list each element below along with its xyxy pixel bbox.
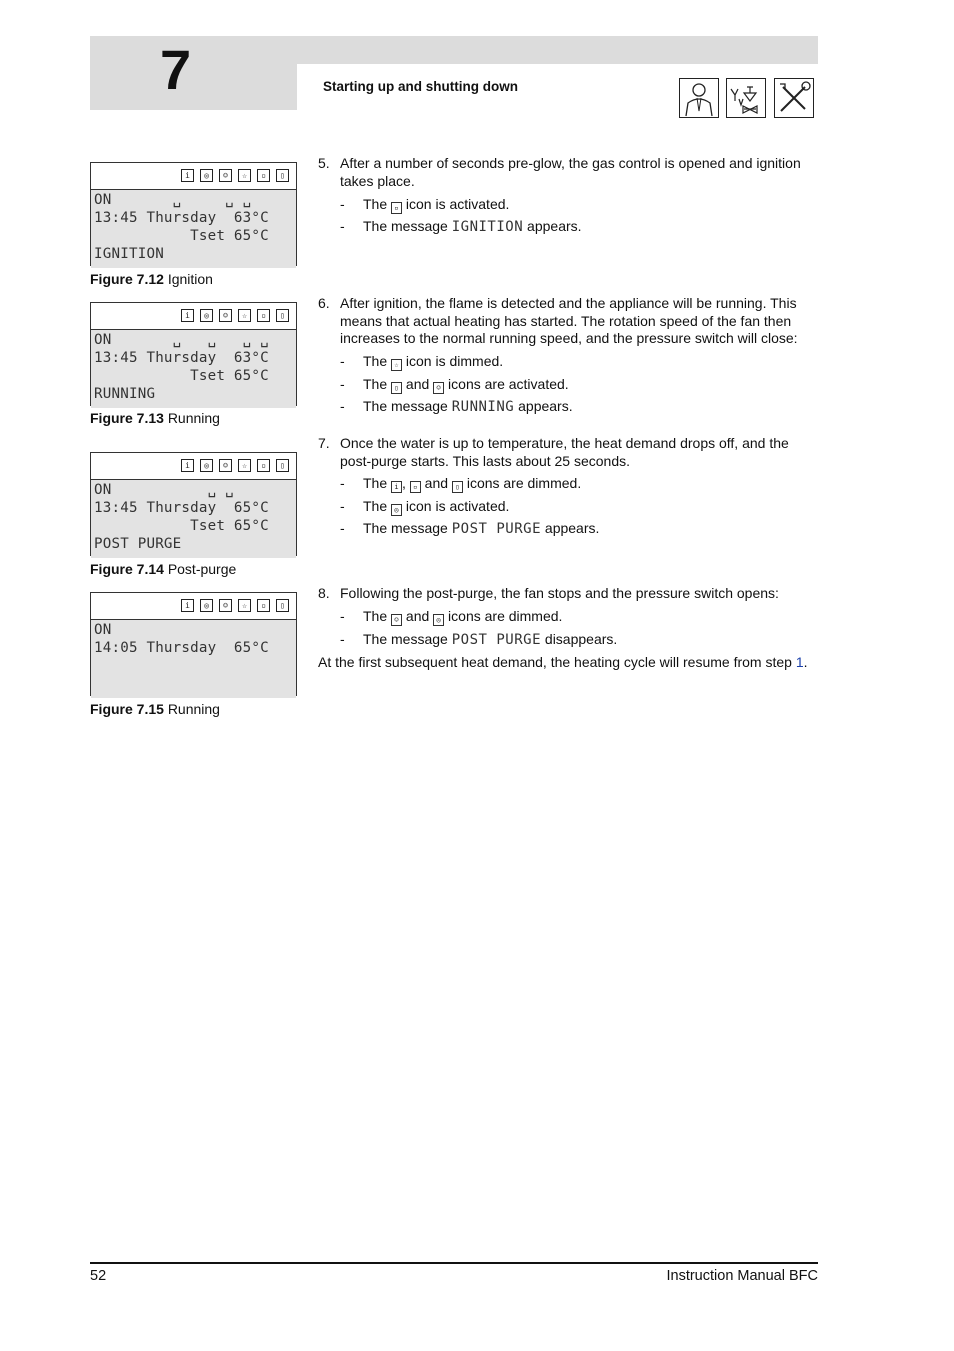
bullet-post: icons are dimmed.: [462, 475, 582, 491]
lcd-status-icon: ▫: [257, 309, 270, 322]
step-bullet: [340, 498, 509, 516]
lcd-icon-bar: [91, 163, 296, 190]
inline-status-icon: i: [391, 481, 402, 493]
inline-status-icon: ▫: [391, 202, 402, 214]
lcd-status-icon: ▯: [276, 459, 289, 472]
bullet-pre: The: [363, 353, 392, 369]
manual-title: Instruction Manual BFC: [666, 1268, 818, 1284]
bullet-pre: The message: [363, 631, 452, 647]
bullet-join: and: [420, 475, 452, 491]
bullet-pre: The: [363, 196, 392, 212]
figure-caption: [90, 701, 220, 717]
step-bullet: [340, 218, 582, 236]
lcd-status-icon: ☺: [219, 169, 232, 182]
lcd-line: 13:45 Thursday 63°C: [94, 210, 269, 226]
lcd-display: [90, 162, 297, 266]
chapter-tab: [90, 36, 297, 110]
bullet-pre: The: [363, 475, 392, 491]
lcd-display: [90, 592, 297, 696]
figure-label: Figure 7.13: [90, 410, 164, 426]
lcd-status-icon: ☺: [219, 459, 232, 472]
figure-title: Running: [167, 701, 220, 717]
bullet-dash: -: [340, 631, 345, 647]
lcd-line: ON: [94, 622, 112, 638]
bullet-text: [363, 498, 509, 514]
bullet-pre: The: [363, 498, 392, 514]
lcd-screen-text: [91, 330, 296, 408]
lcd-status-icon: ◎: [200, 459, 213, 472]
inline-status-icon: ◎: [433, 614, 444, 626]
bullet-post: appears.: [523, 218, 582, 234]
step-number: 6.: [318, 295, 330, 311]
lcd-status-icon: i: [181, 459, 194, 472]
bullet-post: icon is dimmed.: [402, 353, 504, 369]
chapter-number: 7: [160, 38, 192, 101]
bullet-post: appears.: [514, 398, 573, 414]
inline-status-icon: ☆: [391, 359, 402, 371]
lcd-status-icon: ☆: [238, 169, 251, 182]
inline-status-icon: ▫: [410, 481, 421, 493]
bullet-pre: The message: [363, 398, 452, 414]
procedure-step: [318, 295, 818, 348]
lcd-status-icon: ▫: [257, 459, 270, 472]
bullet-dash: -: [340, 376, 345, 392]
inline-status-icon: ◎: [391, 504, 402, 516]
step-text: Following the post-purge, the fan stops and the pressure switch opens:: [340, 585, 779, 601]
step-bullet: [340, 608, 562, 626]
bullet-post: icons are activated.: [444, 376, 569, 392]
inline-status-icon: ☺: [391, 614, 402, 626]
user-icon: [679, 78, 719, 118]
procedure-step: [318, 155, 818, 190]
lcd-line: ON ␣ ␣ ␣ ␣: [94, 332, 269, 348]
step-bullet: [340, 353, 503, 371]
lcd-line: IGNITION: [94, 246, 164, 262]
inline-status-icon: ▯: [452, 481, 463, 493]
bullet-dash: -: [340, 608, 345, 624]
lcd-line: 14:05 Thursday 65°C: [94, 640, 269, 656]
step-number: 8.: [318, 585, 330, 601]
step-bullet: [340, 398, 573, 416]
display-message: IGNITION: [451, 219, 524, 235]
bullet-dash: -: [340, 218, 345, 234]
bullet-dash: -: [340, 475, 345, 491]
lcd-line: [94, 657, 293, 675]
bullet-text: [363, 376, 569, 392]
closing-paragraph: At the first subsequent heat demand, the heating cycle will resume from step 1.: [318, 654, 808, 670]
bullet-post: appears.: [541, 520, 600, 536]
step-1-link[interactable]: 1: [795, 654, 804, 670]
figure-title: Running: [167, 410, 220, 426]
bullet-post: icon is activated.: [402, 196, 510, 212]
lcd-line: ON ␣ ␣ ␣: [94, 192, 252, 208]
lcd-line: 13:45 Thursday 63°C: [94, 350, 269, 366]
bullet-text: [363, 196, 509, 212]
bullet-text: [363, 608, 562, 624]
bullet-join: and: [402, 376, 434, 392]
bullet-post: icons are dimmed.: [444, 608, 563, 624]
bullet-dash: -: [340, 353, 345, 369]
lcd-display: [90, 452, 297, 556]
inline-status-icon: ☺: [433, 382, 444, 394]
bullet-text: [363, 520, 599, 536]
bullet-dash: -: [340, 498, 345, 514]
step-number: 7.: [318, 435, 330, 451]
step-bullet: [340, 475, 581, 493]
footer-rule: [90, 1262, 818, 1264]
lcd-line: RUNNING: [94, 386, 156, 402]
display-message: POST PURGE: [451, 632, 542, 648]
display-message: POST PURGE: [451, 521, 542, 537]
figure-title: Post-purge: [167, 561, 237, 577]
step-bullet: [340, 196, 509, 214]
bullet-dash: -: [340, 398, 345, 414]
step-bullet: [340, 376, 569, 394]
step-text: After ignition, the flame is detected and the appliance will be running. This means that actual heating has started. The rotation speed of the fan then increases to the normal running speed, and the pressure switch will close:: [340, 295, 798, 346]
step-text: After a number of seconds pre-glow, the gas control is opened and ignition takes place.: [340, 155, 801, 189]
figure-caption: [90, 561, 236, 577]
step-bullet: [340, 631, 617, 649]
page-number: 52: [90, 1268, 107, 1284]
lcd-status-icon: ▯: [276, 309, 289, 322]
lcd-line: 13:45 Thursday 65°C: [94, 500, 269, 516]
bullet-text: [363, 631, 617, 647]
lcd-screen-text: [91, 190, 296, 268]
figure-label: Figure 7.12: [90, 271, 164, 287]
lcd-display: [90, 302, 297, 406]
lcd-status-icon: i: [181, 309, 194, 322]
lcd-screen-text: [91, 480, 296, 558]
step-bullet: [340, 520, 599, 538]
figure-label: Figure 7.14: [90, 561, 164, 577]
bullet-text: [363, 353, 503, 369]
lcd-line: Tset 65°C: [94, 228, 269, 244]
lcd-line: ON ␣ ␣: [94, 482, 234, 498]
bullet-post: disappears.: [541, 631, 618, 647]
bullet-dash: -: [340, 196, 345, 212]
lcd-status-icon: ☆: [238, 459, 251, 472]
lcd-screen-text: [91, 620, 296, 698]
bullet-post: icon is activated.: [402, 498, 510, 514]
chapter-title: Starting up and shutting down: [323, 79, 518, 94]
bullet-dash: -: [340, 520, 345, 536]
installer-valve-icon: [726, 78, 766, 118]
lcd-status-icon: ◎: [200, 599, 213, 612]
bullet-text: [363, 398, 573, 414]
lcd-status-icon: ☺: [219, 599, 232, 612]
lcd-status-icon: ☆: [238, 309, 251, 322]
bullet-pre: The: [363, 608, 392, 624]
lcd-icon-bar: [91, 593, 296, 620]
step-text: Once the water is up to temperature, the heat demand drops off, and the post-purge starts. This lasts about 25 seconds.: [340, 435, 789, 469]
figure-title: Ignition: [167, 271, 213, 287]
lcd-status-icon: ☺: [219, 309, 232, 322]
procedure-step: [318, 585, 818, 603]
lcd-status-icon: ▯: [276, 169, 289, 182]
lcd-icon-bar: [91, 303, 296, 330]
lcd-status-icon: ☆: [238, 599, 251, 612]
lcd-status-icon: ▫: [257, 169, 270, 182]
figure-label: Figure 7.15: [90, 701, 164, 717]
lcd-icon-bar: [91, 453, 296, 480]
bullet-join: and: [402, 608, 434, 624]
bullet-pre: The message: [363, 520, 452, 536]
inline-status-icon: ▯: [391, 382, 402, 394]
figure-caption: [90, 271, 213, 287]
lcd-line: Tset 65°C: [94, 518, 269, 534]
lcd-status-icon: ▯: [276, 599, 289, 612]
lcd-line: Tset 65°C: [94, 368, 269, 384]
bullet-join: ,: [402, 475, 410, 491]
lcd-status-icon: i: [181, 169, 194, 182]
bullet-pre: The message: [363, 218, 452, 234]
lcd-status-icon: ◎: [200, 309, 213, 322]
lcd-status-icon: ▫: [257, 599, 270, 612]
step-number: 5.: [318, 155, 330, 171]
lcd-status-icon: ◎: [200, 169, 213, 182]
bullet-text: [363, 218, 582, 234]
service-tools-icon: [774, 78, 814, 118]
lcd-line: POST PURGE: [94, 536, 182, 552]
procedure-step: [318, 435, 818, 470]
bullet-text: [363, 475, 581, 491]
header-strip: [297, 36, 818, 64]
display-message: RUNNING: [451, 399, 515, 415]
figure-caption: [90, 410, 220, 426]
lcd-status-icon: i: [181, 599, 194, 612]
lcd-line: [94, 675, 293, 693]
bullet-pre: The: [363, 376, 392, 392]
